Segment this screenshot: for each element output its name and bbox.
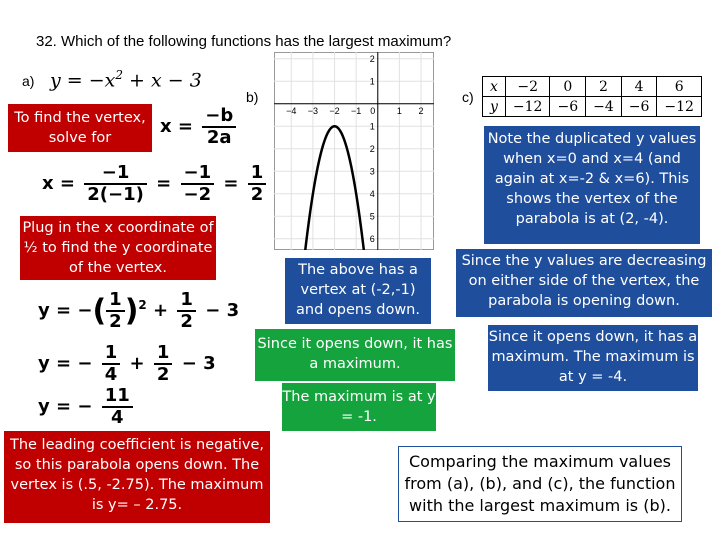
part-c-maximum-box: Since it opens down, it has a maximum. The maximum is at y = -4. [488,325,698,391]
table-cell: −6 [550,97,586,117]
table-cell: −12 [505,97,550,117]
part-b-maximum-box-1: Since it opens down, it has a maximum. [255,329,455,381]
x-tick-label: 0 [370,105,376,116]
table-cell: −2 [505,77,550,97]
table-cell: −12 [657,97,702,117]
comparison-conclusion-box: Comparing the maximum values from (a), (b), and (c), the function with the largest maximum is (b). [398,446,682,522]
vertex-x-calculation: x = $\frac{-1}{2(-1)}$ = $\frac{-1}{-2}$ = $\frac{1}{2}$ [42,163,269,205]
x-tick-label: 1 [396,105,402,116]
part-c-decreasing-box: Since the y values are decreasing on either side of the vertex, the parabola is opening down. [456,249,712,317]
x-tick-label: −4 [286,105,297,116]
part-b-vertex-box: The above has a vertex at (-2,-1) and opens down. [285,258,431,324]
table-row-y [483,97,702,117]
plug-in-instruction-box: Plug in the x coordinate of ½ to find the y coordinate of the vertex. [20,216,216,280]
part-a-label: a) [22,73,35,89]
table-header-x: x [483,77,506,97]
x-tick-label: −1 [351,105,362,116]
table-header-y: y [483,97,506,117]
part-b-maximum-box-2: The maximum is at y = -1. [282,383,436,431]
table-row-x [483,77,702,97]
table-cell: 6 [657,77,702,97]
part-b-label: b) [246,89,259,105]
table-cell: 2 [586,77,622,97]
y-substitution-step-3: y = − $\frac{11}{4}$ [38,386,136,428]
x-tick-label: −3 [307,105,319,116]
y-tick-label: 1 [369,121,375,132]
table-cell: −6 [621,97,657,117]
y-substitution-step-2: y = − $\frac{1}{4}$ + $\frac{1}{2}$ − 3 [38,342,216,385]
part-c-label: c) [462,89,474,105]
table-cell: −4 [586,97,622,117]
y-tick-label: 2 [369,143,375,154]
x-tick-label: 2 [418,105,424,116]
graph-frame [275,53,434,250]
y-tick-label: 6 [369,233,375,244]
y-tick-label: 5 [369,211,375,222]
vertex-instruction-box: To find the vertex, solve for [8,104,152,152]
part-c-values-table [482,76,702,117]
part-c-note-box: Note the duplicated y values when x=0 and x=4 (and again at x=-2 & x=6). This shows the vertex of the parabola is at (2, -4). [484,126,700,244]
vertex-formula: x = $\frac{-b}{2a}$ [160,106,239,148]
y-tick-label: 1 [369,76,375,87]
y-tick-label: 3 [369,166,375,177]
part-a-function: $y = -x^2 + x - 3$ [50,68,202,92]
part-a-conclusion-box: The leading coefficient is negative, so this parabola opens down. The vertex is (.5, -2.75). The maximum is y= – 2.75. [4,431,270,523]
table-cell: 0 [550,77,586,97]
question-title: 32. Which of the following functions has the largest maximum? [36,33,452,50]
table-cell: 4 [621,77,657,97]
x-tick-label: −2 [329,105,340,116]
y-tick-label: 4 [369,188,375,199]
y-substitution-step-1: y = −( $\frac{1}{2}$ )$^2$ + $\frac{1}{2}$ − 3 [38,289,240,332]
y-tick-label: 2 [369,53,375,64]
part-b-parabola-graph [274,52,434,250]
